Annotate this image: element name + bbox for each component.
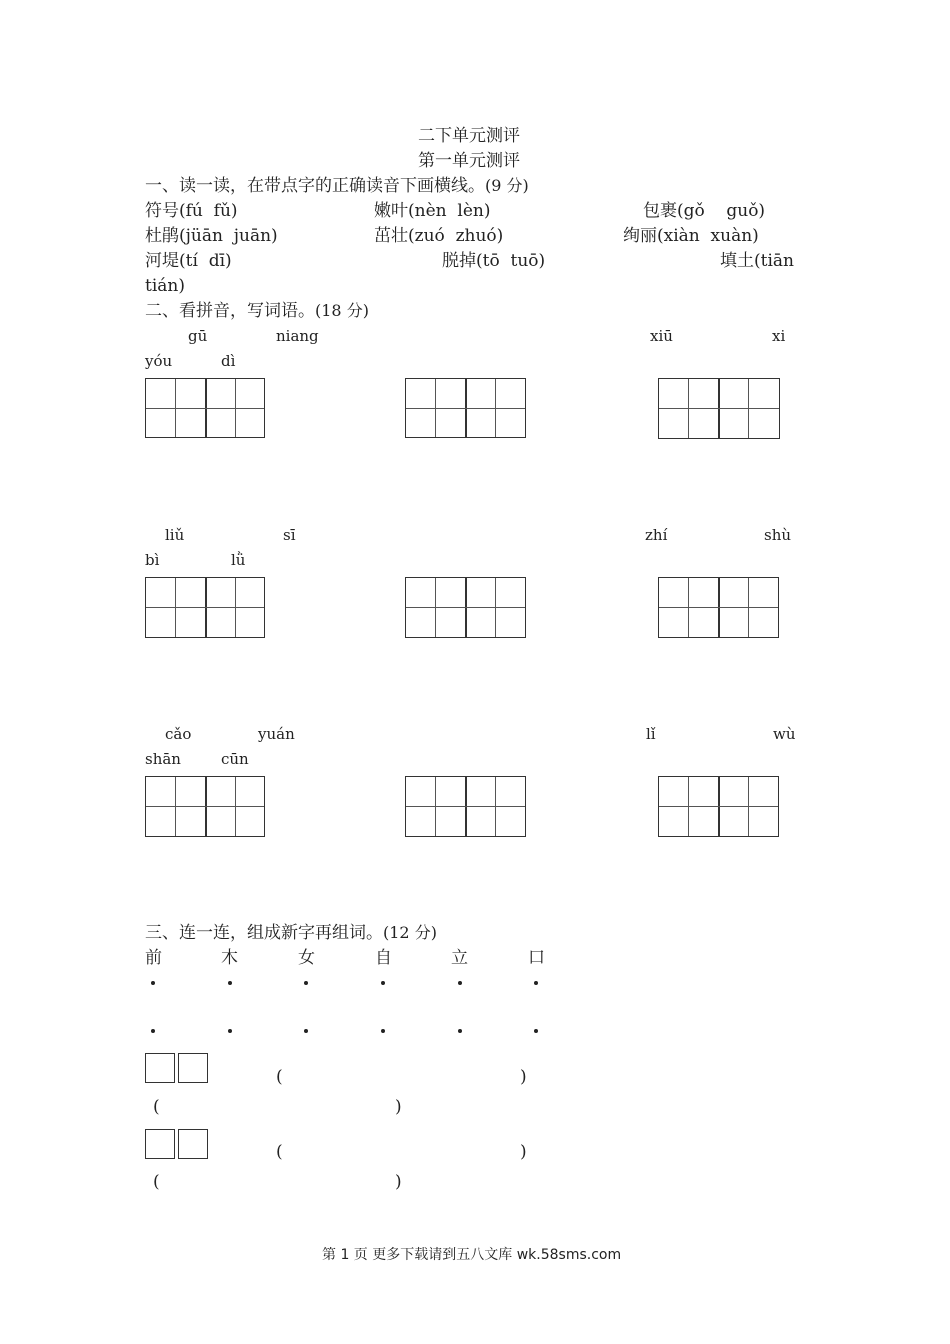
writing-grid[interactable] — [658, 577, 779, 638]
paren-open: ( — [276, 1067, 283, 1087]
answer-box[interactable] — [145, 1129, 175, 1159]
pinyin-label: cūn — [221, 750, 249, 768]
connect-dot[interactable] — [534, 981, 538, 985]
pinyin-label: liǔ — [165, 526, 185, 544]
answer-box[interactable] — [145, 1053, 175, 1083]
paren-open: ( — [153, 1097, 160, 1117]
pinyin-label: dì — [221, 352, 236, 370]
connect-dot[interactable] — [304, 1029, 308, 1033]
pinyin-label: niang — [276, 327, 319, 345]
connect-dot[interactable] — [534, 1029, 538, 1033]
writing-grid[interactable] — [145, 776, 265, 837]
reading-item: tián) — [145, 276, 185, 296]
connect-dot[interactable] — [151, 1029, 155, 1033]
pinyin-label: wù — [773, 725, 796, 743]
component-char: 立 — [451, 948, 468, 968]
writing-grid[interactable] — [405, 776, 526, 837]
connect-dot[interactable] — [228, 1029, 232, 1033]
paren-close: ) — [395, 1097, 402, 1117]
pinyin-label: lǐ — [646, 725, 656, 743]
component-char: 木 — [221, 948, 238, 968]
reading-item: 杜鹃(jüān juān) — [145, 226, 278, 246]
component-char: 女 — [298, 948, 315, 968]
section-3-heading: 三、连一连，组成新字再组词。(12 分) — [145, 923, 437, 943]
pinyin-label: zhí — [645, 526, 668, 544]
connect-dot[interactable] — [458, 981, 462, 985]
pinyin-label: shù — [764, 526, 792, 544]
reading-item: 河堤(tí dī) — [145, 251, 232, 271]
answer-box[interactable] — [178, 1053, 208, 1083]
pinyin-label: yóu — [145, 352, 173, 370]
writing-grid[interactable] — [405, 577, 526, 638]
paren-close: ) — [520, 1142, 527, 1162]
section-2-heading: 二、看拼音，写词语。(18 分) — [145, 301, 369, 321]
paren-close: ) — [395, 1172, 402, 1192]
connect-dot[interactable] — [381, 1029, 385, 1033]
connect-dot[interactable] — [151, 981, 155, 985]
section-1-heading: 一、读一读，在带点字的正确读音下画横线。(9 分) — [145, 176, 529, 196]
pinyin-label: sī — [283, 526, 296, 544]
pinyin-label: bì — [145, 551, 160, 569]
connect-dot[interactable] — [228, 981, 232, 985]
writing-grid[interactable] — [658, 378, 780, 439]
paren-open: ( — [276, 1142, 283, 1162]
answer-box[interactable] — [178, 1129, 208, 1159]
connect-dot[interactable] — [458, 1029, 462, 1033]
connect-dot[interactable] — [304, 981, 308, 985]
writing-grid[interactable] — [658, 776, 779, 837]
pinyin-label: cǎo — [165, 725, 192, 743]
pinyin-label: xiū — [650, 327, 673, 345]
pinyin-label: xi — [772, 327, 786, 345]
reading-item: 绚丽(xiàn xuàn) — [623, 226, 759, 246]
connect-dot[interactable] — [381, 981, 385, 985]
pinyin-label: yuán — [258, 725, 295, 743]
page-title: 二下单元测评 — [418, 126, 520, 146]
page-subtitle: 第一单元测评 — [418, 151, 520, 171]
reading-item: 填土(tiān — [720, 251, 794, 271]
pinyin-label: shān — [145, 750, 181, 768]
reading-item: 脱掉(tō tuō) — [442, 251, 546, 271]
reading-item: 包裹(gǒ guǒ) — [643, 201, 766, 221]
reading-item: 嫩叶(nèn lèn) — [374, 201, 491, 221]
pinyin-label: lǜ — [231, 551, 246, 569]
paren-close: ) — [520, 1067, 527, 1087]
reading-item: 茁壮(zuó zhuó) — [374, 226, 504, 246]
pinyin-label: gū — [188, 327, 208, 345]
writing-grid[interactable] — [405, 378, 526, 438]
writing-grid[interactable] — [145, 577, 265, 638]
component-char: 前 — [145, 948, 162, 968]
writing-grid[interactable] — [145, 378, 265, 438]
page-footer: 第 1 页 更多下载请到五八文库 wk.58sms.com — [322, 1247, 622, 1263]
component-char: 自 — [375, 948, 392, 968]
reading-item: 符号(fú fǔ) — [145, 201, 238, 221]
paren-open: ( — [153, 1172, 160, 1192]
component-char: 口 — [528, 948, 545, 968]
